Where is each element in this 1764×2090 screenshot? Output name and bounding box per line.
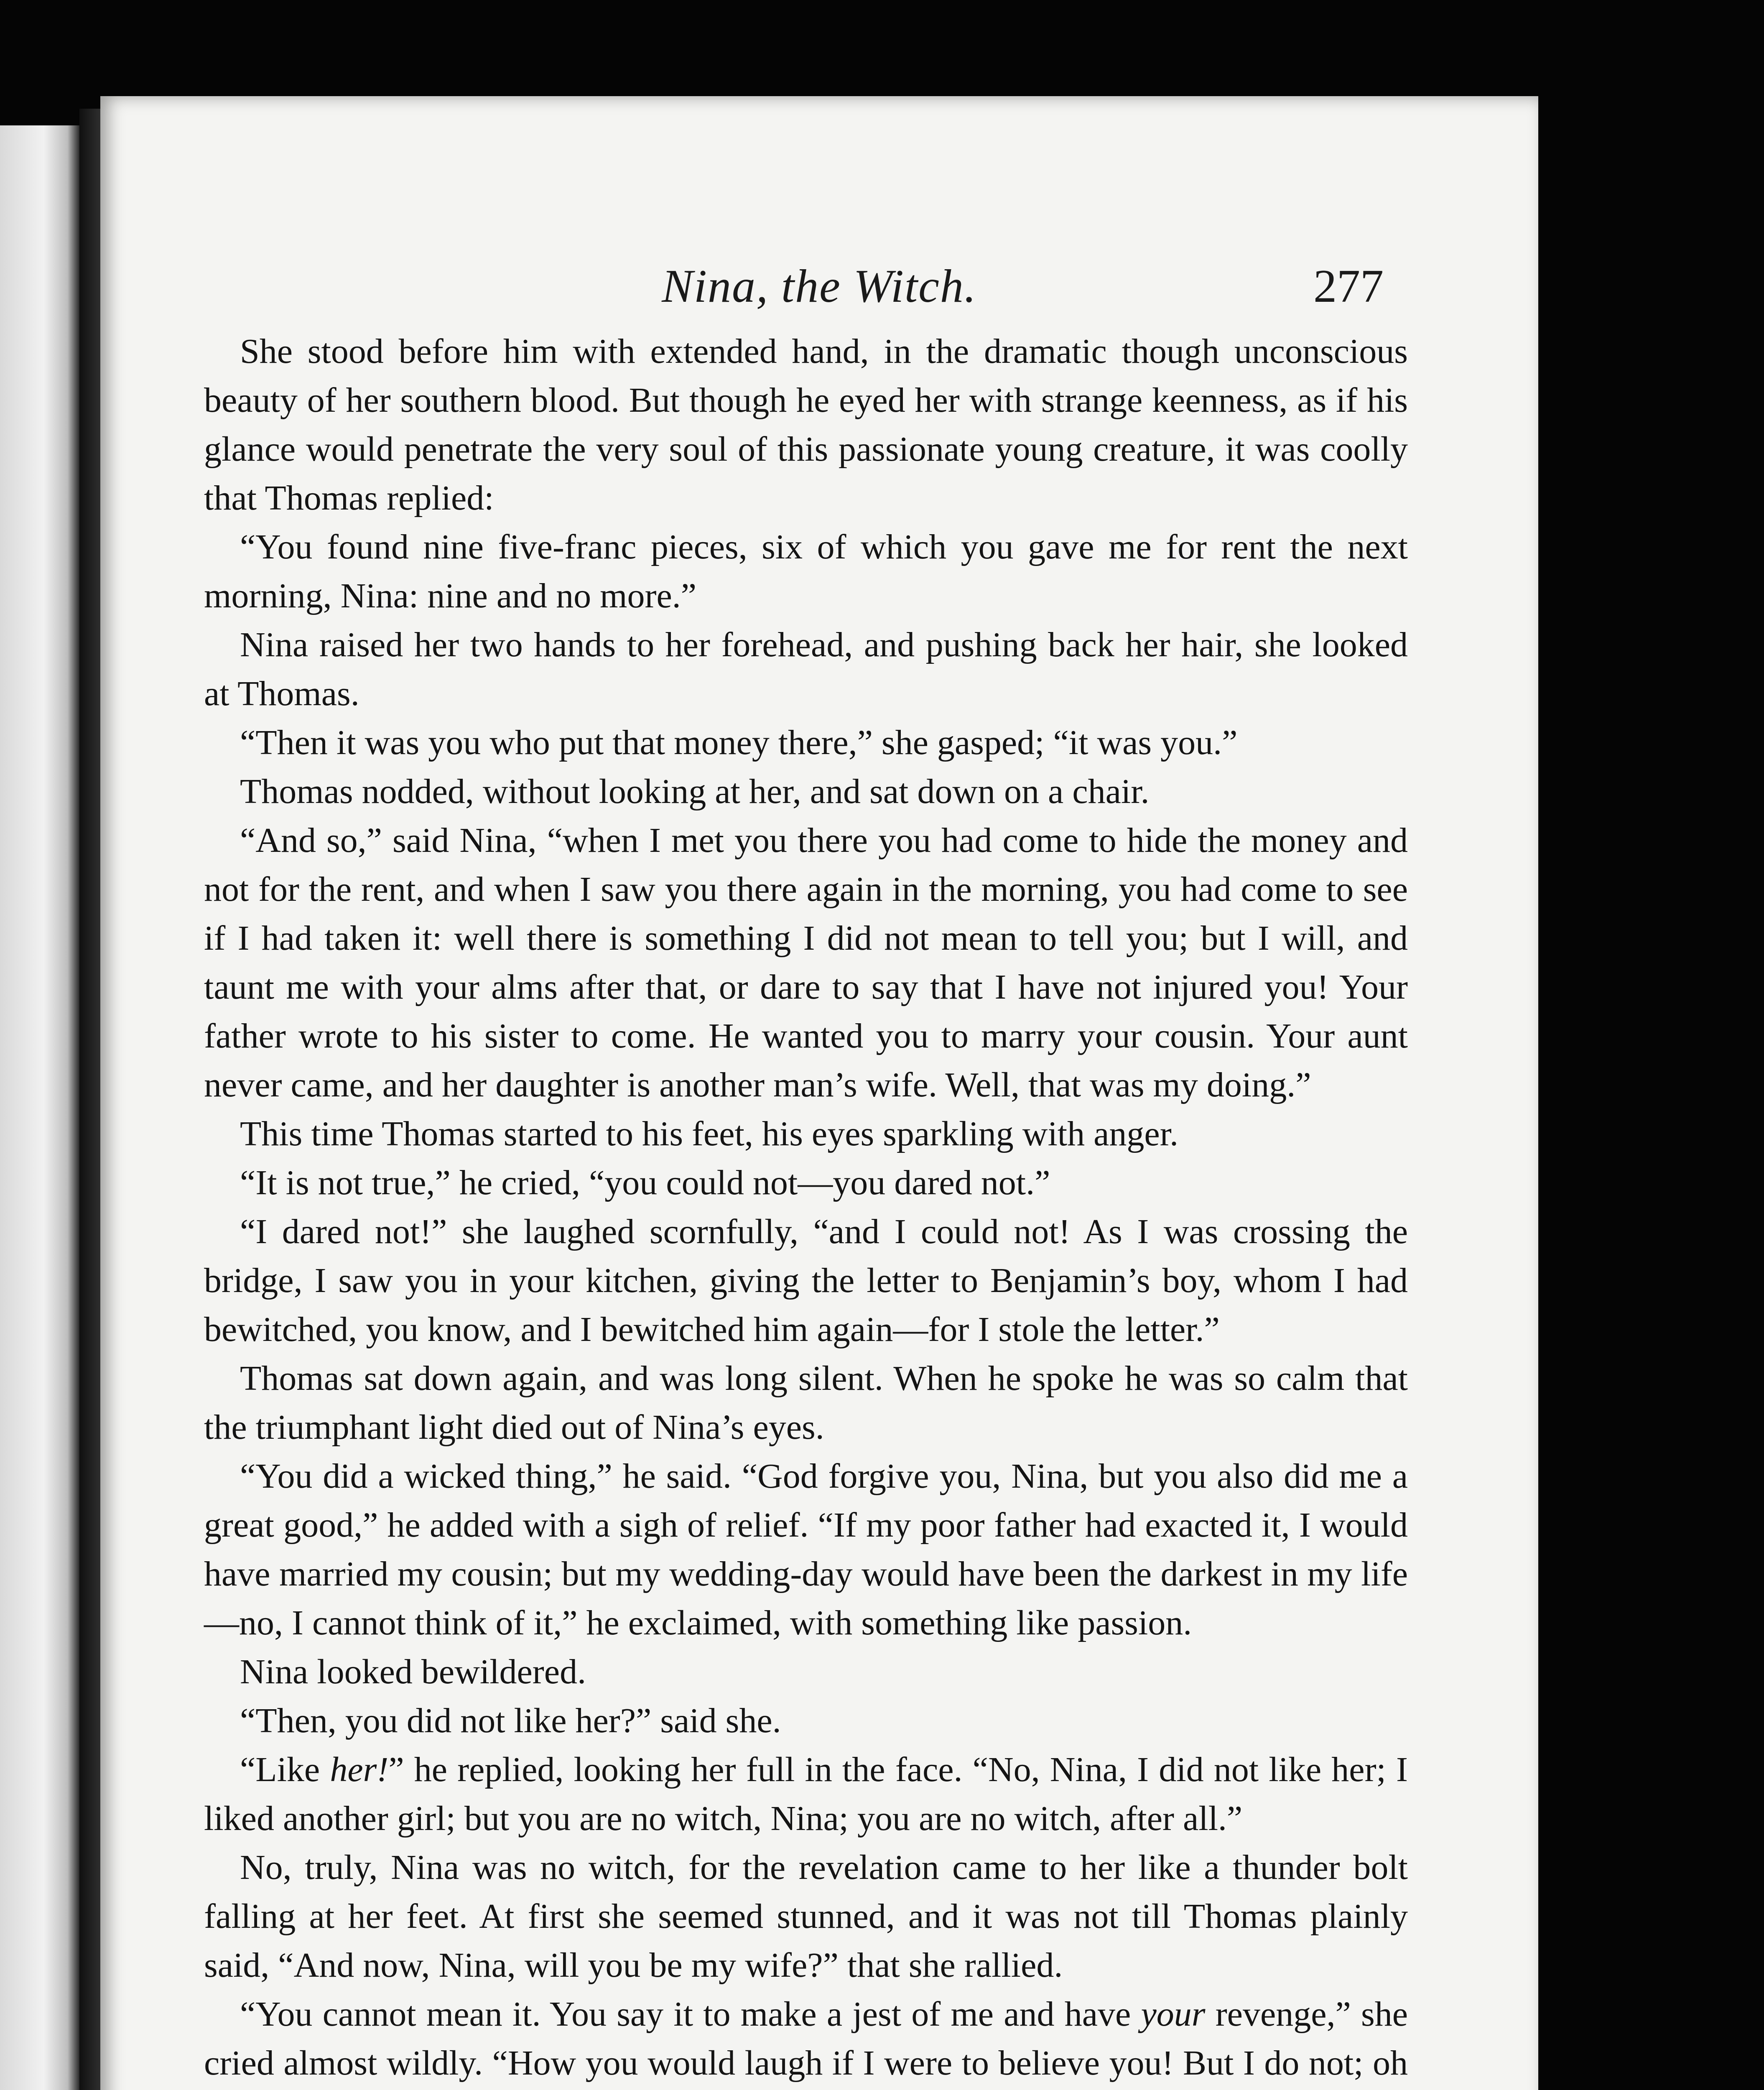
paragraph: “Then, you did not like her?” said she. — [240, 1701, 781, 1740]
page-number: 277 — [1313, 260, 1384, 312]
paragraph-text: ” he replied, looking her full in the face. “No, Nina, I did not like her; I liked another girl; but you are no witch, Nina; you are no witch, after all.” — [204, 1750, 1408, 1838]
paragraph: Nina looked bewildered. — [240, 1652, 586, 1691]
page-header — [100, 251, 1538, 322]
paragraph: Thomas sat down again, and was long silent. When he spoke he was so calm that the triumphant light died out of Nina’s eyes. — [204, 1359, 1408, 1447]
paragraph: She stood before him with extended hand, in the dramatic though unconscious beauty of her southern blood. But though he eyed her with strange keenness, as if his glance would penetrate the very soul of this passionate young creature, it was coolly that Thomas replied: — [204, 332, 1408, 517]
paragraph-text: revenge,” she cried almost wildly. “How you would laugh if I were to believe you! But I do not; oh — [204, 1995, 1408, 2082]
paragraph: Nina raised her two hands to her forehead, and pushing back her hair, she looked at Thomas. — [204, 625, 1408, 713]
paragraph: “I dared not!” she laughed scornfully, “and I could not! As I was crossing the bridge, I saw you in your kitchen, giving the letter to Benjamin’s boy, whom I had bewitched, you know, and I bewitched him again—for I stole the letter.” — [204, 1212, 1408, 1349]
running-title: Nina, the Witch. — [662, 260, 977, 312]
paragraph-text: “Like — [240, 1750, 330, 1789]
book-page — [100, 96, 1538, 2090]
adjacent-page-edge — [0, 125, 79, 2090]
body-text — [204, 327, 1408, 2090]
paragraph: “It is not true,” he cried, “you could not—you dared not.” — [240, 1163, 1050, 1202]
italic-emphasis: your — [1141, 1995, 1206, 2034]
paragraph: “Then it was you who put that money there,” she gasped; “it was you.” — [240, 723, 1238, 762]
paragraph: “You found nine five-franc pieces, six of which you gave me for rent the next morning, Nina: nine and no more.” — [204, 528, 1408, 615]
paragraph: “And so,” said Nina, “when I met you there you had come to hide the money and not for the rent, and when I saw you there again in the morning, you had come to see if I had taken it: well there is something I did not mean to tell you; but I will, and taunt me with your alms after that, or dare to say that I have not injured you! Your father wrote to his sister to come. He wanted you to marry your cousin. Your aunt never came, and her daughter is another man’s wife. Well, that was my doing.” — [204, 821, 1408, 1104]
italic-emphasis: her! — [330, 1750, 389, 1789]
paragraph: “You did a wicked thing,” he said. “God forgive you, Nina, but you also did me a great good,” he added with a sigh of relief. “If my poor father had exacted it, I would have married my cousin; but my wedding-day would have been the darkest in my life—no, I cannot think of it,” he exclaimed, with something like passion. — [204, 1457, 1408, 1642]
paragraph: No, truly, Nina was no witch, for the revelation came to her like a thunder bolt falling at her feet. At first she seemed stunned, and it was not till Thomas plainly said, “And now, Nina, will you be my wife?” that she rallied. — [204, 1848, 1408, 1985]
paragraph — [204, 1745, 1408, 1843]
paragraph: Thomas nodded, without looking at her, and sat down on a chair. — [240, 772, 1150, 811]
paragraph — [204, 1990, 1408, 2090]
paragraph-text: “You cannot mean it. You say it to make a jest of me and have — [240, 1995, 1141, 2034]
paragraph: This time Thomas started to his feet, his eyes sparkling with anger. — [240, 1114, 1179, 1153]
